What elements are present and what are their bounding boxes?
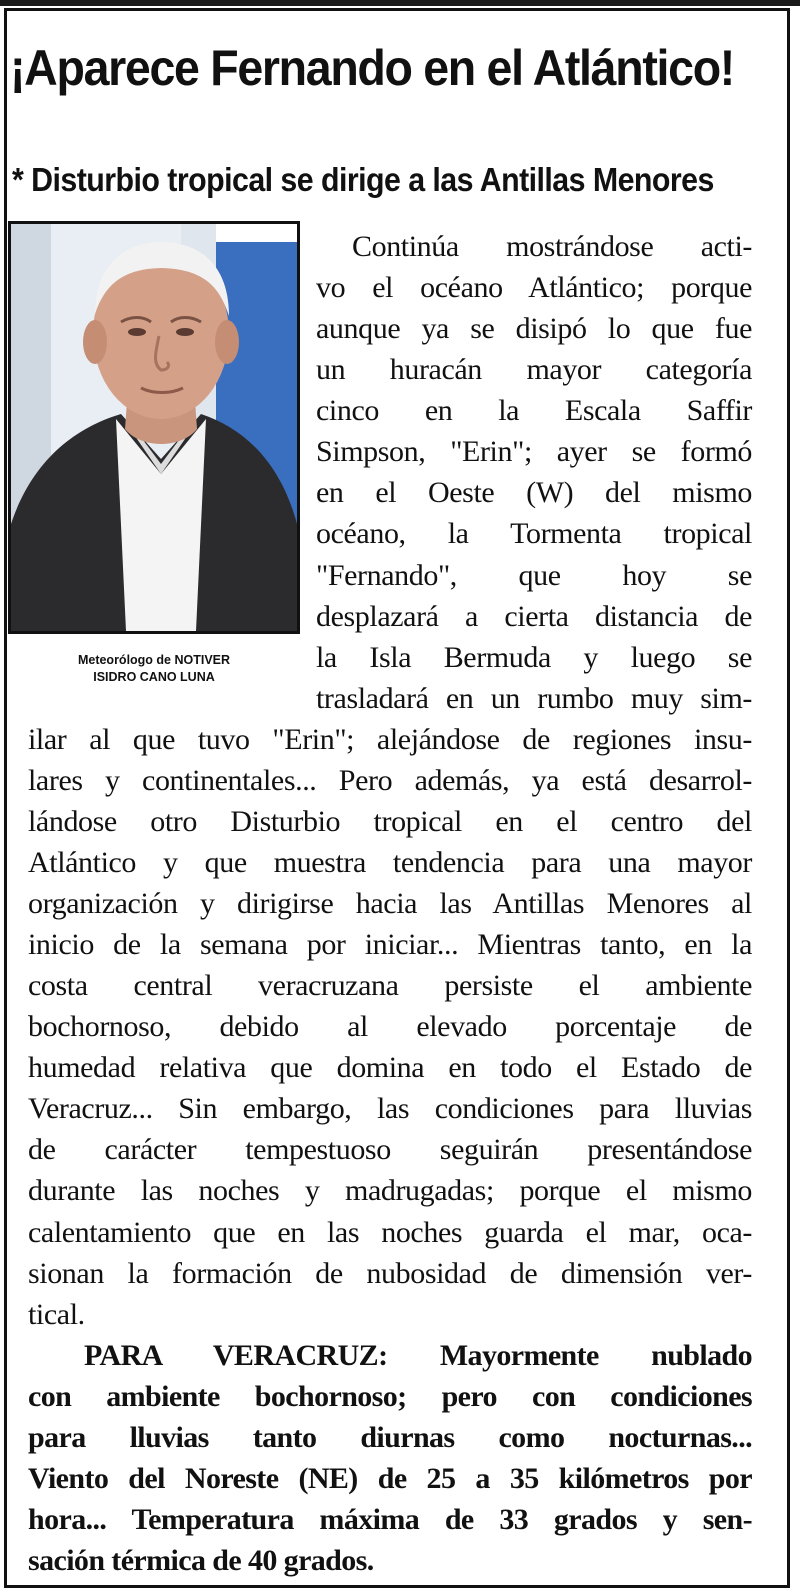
body-line-last: tical.: [28, 1298, 85, 1331]
body-line: lándose otro Disturbio tropical en el centro del: [28, 805, 752, 838]
forecast-line: con ambiente bochornoso; pero con condiciones: [28, 1380, 752, 1413]
forecast-line: sación térmica de 40 grados.: [28, 1544, 374, 1577]
forecast-line: Viento del Noreste (NE) de 25 a 35 kilómetros por: [28, 1462, 752, 1495]
body-line: cinco en la Escala Saffir: [316, 394, 752, 427]
body-line: inicio de la semana por iniciar... Mientras tanto, en la: [28, 928, 752, 961]
body-line: calentamiento que en las noches guarda el mar, oca-: [28, 1216, 752, 1249]
headline: ¡Aparece Fernando en el Atlántico!: [10, 40, 734, 96]
body-line: Continúa mostrándose acti-: [352, 230, 752, 263]
body-line: lares y continentales... Pero además, ya está desarrol-: [28, 764, 752, 797]
body-line: Veracruz... Sin embargo, las condiciones para lluvias: [28, 1092, 752, 1125]
body-line: trasladará en un rumbo muy sim-: [316, 682, 752, 715]
body-line: organización y dirigirse hacia las Antillas Menores al: [28, 887, 752, 920]
body-line: aunque ya se disipó lo que fue: [316, 312, 752, 345]
body-line: Atlántico y que muestra tendencia para una mayor: [28, 846, 752, 879]
body-line: durante las noches y madrugadas; porque el mismo: [28, 1174, 752, 1207]
body-line: bochornoso, debido al elevado porcentaje de: [28, 1010, 752, 1043]
body-line: Simpson, "Erin"; ayer se formó: [316, 435, 752, 468]
body-line: humedad relativa que domina en todo el Estado de: [28, 1051, 752, 1084]
body-line: ilar al que tuvo "Erin"; alejándose de regiones insu-: [28, 723, 752, 756]
body-line: la Isla Bermuda y luego se: [316, 641, 752, 674]
body-line: costa central veracruzana persiste el ambiente: [28, 969, 752, 1002]
forecast-line: PARA VERACRUZ: Mayormente nublado: [84, 1339, 752, 1372]
body-line: desplazará a cierta distancia de: [316, 600, 752, 633]
forecast-line: hora... Temperatura máxima de 33 grados y sen-: [28, 1503, 752, 1536]
body-line: un huracán mayor categoría: [316, 353, 752, 386]
subheadline: * Disturbio tropical se dirige a las Antillas Menores: [12, 161, 714, 198]
body-line: sionan la formación de nubosidad de dimensión ver-: [28, 1257, 752, 1290]
body-line: vo el océano Atlántico; porque: [316, 271, 752, 304]
caption-line-name: ISIDRO CANO LUNA: [93, 670, 215, 684]
body-line: "Fernando", que hoy se: [316, 559, 752, 592]
caption-line-title: Meteorólogo de NOTIVER: [77, 653, 231, 667]
forecast-line: para lluvias tanto diurnas como nocturnas...: [28, 1421, 752, 1454]
body-line: de carácter tempestuoso seguirán presentándose: [28, 1133, 752, 1166]
body-line: en el Oeste (W) del mismo: [316, 476, 752, 509]
body-line: océano, la Tormenta tropical: [316, 517, 752, 550]
